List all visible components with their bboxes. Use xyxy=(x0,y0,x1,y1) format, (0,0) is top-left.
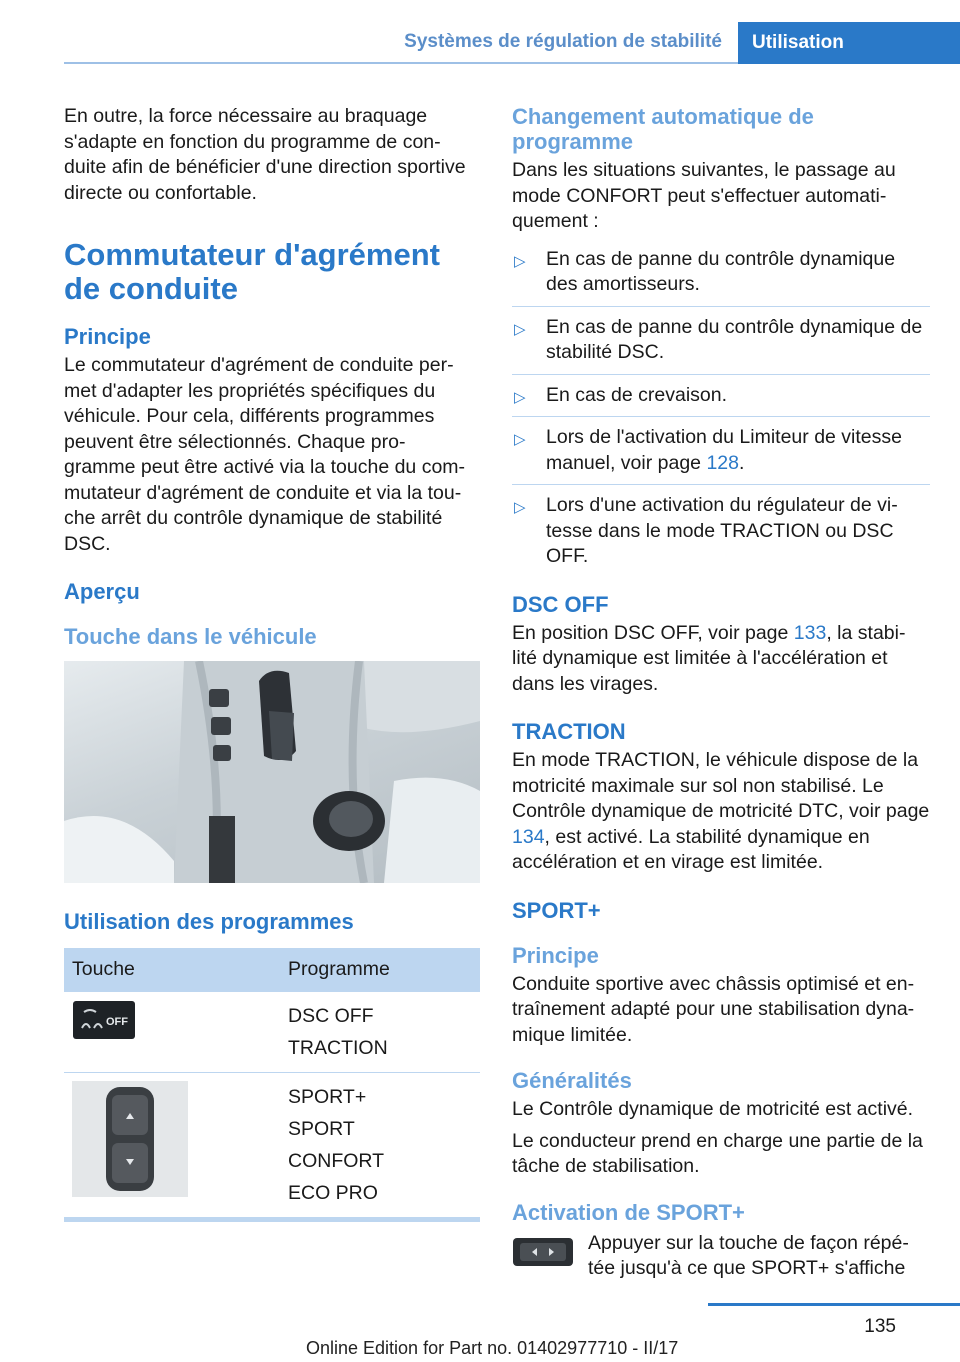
programmes-table xyxy=(64,948,480,1222)
page-header xyxy=(0,0,960,64)
table-row xyxy=(64,992,480,1073)
generalites-text-1: Le Contrôle dynamique de motricité est activé. xyxy=(512,1098,914,1120)
right-column xyxy=(512,104,930,1288)
table-header-row xyxy=(64,948,480,992)
main-heading: Commutateur d'agrément de conduite xyxy=(64,237,440,306)
chapter-tab: Utilisation xyxy=(738,22,960,64)
program-sport-plus: SPORT+ xyxy=(288,1085,367,1108)
principe-heading: Principe xyxy=(64,324,151,349)
sport-plus-heading: SPORT+ xyxy=(512,897,601,923)
activation-heading: Activation de SPORT+ xyxy=(512,1199,745,1225)
triangle-bullet-icon: ▷ xyxy=(514,388,526,406)
page-number: 135 xyxy=(864,1316,896,1337)
list-item: ▷ En cas de panne du contrôle dynamique de stabilité DSC. xyxy=(512,315,930,375)
touche-heading: Touche dans le véhicule xyxy=(64,624,317,649)
program-sport: SPORT xyxy=(288,1117,355,1140)
left-column xyxy=(64,104,480,1222)
col-touche: Touche xyxy=(64,948,280,992)
traction-heading: TRACTION xyxy=(512,719,626,744)
svg-text:OFF: OFF xyxy=(106,1015,128,1028)
triangle-bullet-icon: ▷ xyxy=(514,431,526,448)
program-confort: CONFORT xyxy=(288,1149,385,1172)
traction-text: En mode TRACTION, le véhicule dispose de la motricité maximale sur sol non stabilisé. Le Contrôle dynamique de motricité DTC, voir page 134, est activé. La stabilité dynamique en accélération et en virage est limitée. xyxy=(512,749,930,873)
page-link-133[interactable]: 133 xyxy=(793,621,827,644)
program-traction: TRACTION xyxy=(288,1036,388,1059)
sport-principe-heading: Principe xyxy=(512,942,599,968)
auto-text: Dans les situations suivantes, le passage au mode CONFORT peut s'effectuer automati‐ quement : xyxy=(512,159,896,232)
vehicle-console-photo xyxy=(64,661,480,883)
dsc-off-heading: DSC OFF xyxy=(512,591,609,617)
activation-text: Appuyer sur la touche de façon répé‐ tée jusqu'à ce que SPORT+ s'affiche xyxy=(588,1231,909,1279)
triangle-bullet-icon: ▷ xyxy=(514,499,526,516)
footer-rule xyxy=(708,1303,960,1306)
dsc-off-button-icon xyxy=(72,1000,136,1040)
triangle-bullet-icon: ▷ xyxy=(514,252,526,270)
program-dsc-off: DSC OFF xyxy=(288,1004,374,1027)
dsc-off-text: En position DSC OFF, voir page 133, la stabi‐ lité dynamique est limitée à l'accélération et dans les virages. xyxy=(512,621,906,695)
generalites-text-2: Le conducteur prend en charge une partie de la tâche de stabilisation. xyxy=(512,1129,923,1177)
section-title: Systèmes de régulation de stabilité xyxy=(404,31,722,52)
page-link-128[interactable]: 128 xyxy=(706,451,739,474)
triangle-bullet-icon: ▷ xyxy=(514,320,526,338)
principe-text: Le commutateur d'agrément de conduite per‐ met d'adapter les propriétés spécifiques du véhicule. Pour cela, différents programmes peuvent être sélectionnés. Chaque pro‐ gramme peut être activé via la touche du com‐ mutateur d'agrément de conduite et via la tou‐ che arrêt du contrôle dynamique de stabilité DSC. xyxy=(64,354,466,555)
program-eco-pro: ECO PRO xyxy=(288,1181,378,1204)
header-rule xyxy=(64,62,738,64)
page-link-134[interactable]: 134 xyxy=(512,825,545,848)
list-item: ▷ Lors d'une activation du régulateur de vi‐ tesse dans le mode TRACTION ou DSC OFF. xyxy=(514,494,898,567)
list-item: ▷ En cas de panne du contrôle dynamique des amortisseurs. xyxy=(512,247,930,307)
auto-heading: Changement automatique de programme xyxy=(512,104,814,154)
utilisation-heading: Utilisation des programmes xyxy=(64,909,354,934)
auto-list xyxy=(512,247,930,578)
generalites-heading: Généralités xyxy=(512,1068,632,1093)
list-item: ▷ Lors de l'activation du Limiteur de vitesse manuel, voir page 128. xyxy=(512,425,930,485)
intro-text: En outre, la force nécessaire au braquage s'adapte en fonction du programme de con‐ duite afin de bénéficier d'une direction sportive directe ou confortable. xyxy=(64,105,466,204)
mode-switch-button-icon xyxy=(512,1237,574,1267)
apercu-heading: Aperçu xyxy=(64,579,140,604)
sport-principe-text: Conduite sportive avec châssis optimisé et en‐ traînement adapté pour une stabilisation dyna‐ mique limitée. xyxy=(512,972,915,1046)
activation-block xyxy=(512,1231,930,1282)
edition-footer: Online Edition for Part no. 01402977710 - II/17 xyxy=(306,1338,679,1358)
col-programme: Programme xyxy=(280,948,480,992)
driving-mode-rocker-icon xyxy=(72,1081,188,1197)
list-item: ▷ En cas de crevaison. xyxy=(512,383,930,418)
table-row xyxy=(64,1072,480,1219)
